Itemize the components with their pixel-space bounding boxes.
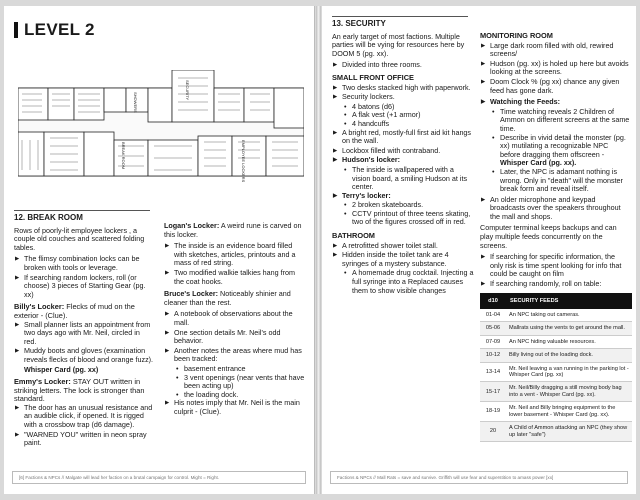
security-column [332,18,474,295]
logan-bullet: ▶ The inside is an evidence board filled with sketches, articles, printouts and a mass of red string. [164,242,306,268]
roll-range: 13-14 [480,362,506,382]
right-footer: Factions & NPCs // Mall Rats = save and survive. Griffith will use fear and superstition to amass power [xx] [330,471,628,484]
bathroom-bullet: ▶ Hidden inside the toilet tank are 4 syringes of a mystery substance. [332,251,474,268]
logan-bullet: ▶ Two modified walkie talkies hang from the coat hooks. [164,269,306,286]
lockers-column [164,222,306,417]
table-row [480,362,632,382]
bathroom-bullet: ▶ A retrofitted shower toilet stall. [332,242,474,251]
watching-item: • Describe in vivid detail the monster (pg. xx) mutilating a recognizable NPC before dragging them offscreen - [480,134,630,160]
section-rule [332,16,468,17]
break-room-bullet: ▶ If searching random lockers, roll (or choose) 3 pieces of Starting Gear (pg. xx) [14,274,154,300]
feed-result: An NPC hiding valuable resources. [506,335,632,348]
feed-result: Mr. Neil/Billy dragging a still moving body bag into a vent - Whisper Card (pg. xx). [506,382,632,402]
table-row [480,322,632,335]
locker-item: • 4 batons (d6) [332,103,474,112]
roll-range: 15-17 [480,382,506,402]
table-row [480,422,632,442]
level-header [14,20,95,40]
break-room-intro: Rows of poorly-lit employee lockers , a couple old couches and scattered folding tables. [14,225,145,252]
book-spine [316,6,321,494]
emmy-locker-head: Emmy's Locker: [14,377,71,387]
table-header-d10: d10 [480,293,506,309]
logan-locker-head: Logan's Locker: [164,221,220,230]
security-feeds-table [480,293,632,442]
feed-result: An NPC taking out cameras. [506,309,632,322]
map-label-security: SECURITY [185,80,190,101]
monitoring-bullet: ▶ Large dark room filled with old, rewired screens/ [480,42,630,59]
bruce-conclusion: ▶ His notes imply that Mr. Neil is the main culprit - (Clue). [164,399,306,416]
roll-range: 10-12 [480,349,506,362]
break-room-title: 12. BREAK ROOM [14,213,83,222]
logan-locker-entry [164,222,306,239]
mud-location: • the loading dock. [164,391,306,400]
billy-bullet: ▶ Small planner lists an appointment from two days ago with Mr. Neil, circled in red. [14,321,154,347]
map-label-showers: SHOWERS [133,92,138,113]
hudson-locker-item: • The inside is wallpapered with a vision board, a smiling Hudson at its center. [332,166,474,192]
feed-result: Mr. Neil leaving a van running in the parking lot - Whisper Card (pg. xx) [506,362,632,382]
computer-note: Computer terminal keeps backups and can play multiple feeds concurrently on the screens. [480,223,617,250]
map-label-break-room: BREAK ROOM [121,142,126,170]
bruce-bullet: ▶ A notebook of observations about the mall. [164,310,306,327]
section-rule [14,210,150,211]
search-random: ▶ If searching randomly, roll on table: [480,280,630,289]
watching-whisper-card: Whisper Card (pg. xx). [500,158,577,168]
office-bullet: ▶ Two desks stacked high with paperwork. [332,84,474,93]
watching-feeds-head: ▶ Watching the Feeds: [480,98,630,107]
monitoring-room-title: MONITORING ROOM [480,31,553,40]
small-front-office-title: SMALL FRONT OFFICE [332,72,414,82]
feed-result: Mr. Neil and Billy bringing equipment to the lower basement - Whisper Card (pg. xx). [506,402,632,422]
locker-item: • 4 handcuffs [332,120,474,129]
security-divided: ▶ Divided into three rooms. [332,61,474,70]
microphone-note: ▶ An older microphone and keypad broadcasts over the speakers throughout the mall and shops. [480,196,630,222]
security-title: 13. SECURITY [332,19,386,28]
search-specific: ▶ If searching for specific information, the only risk is time spent looking for info that could be caught on film [480,253,630,279]
break-room-bullet: ▶ The flimsy combination locks can be broken with tools or leverage. [14,255,154,272]
office-bullet: ▶ Lockbox filled with contraband. [332,147,474,156]
map-label-employee-lockers: EMPLOYEE LOCKERS [241,140,246,182]
monitoring-bullet: ▶ Hudson (pg. xx) is holed up here but avoids looking at the screens. [480,60,630,77]
billy-bullet: ▶ Muddy boots and gloves (examination reveals flecks of blood and orange fuzz). [14,347,154,364]
terry-locker-item: • 2 broken skateboards. [332,201,474,210]
emmy-bullet: ▶ "WARNED YOU" written in neon spray paint. [14,431,154,448]
feed-result: Billy living out of the loading dock. [506,349,632,362]
emmy-locker-text: STAY OUT written in striking letters. The lock is stronger than standard. [14,377,145,404]
left-page [4,6,315,494]
locker-item: • A flak vest (+1 armor) [332,111,474,120]
bathroom-sub: • A homemade drug cocktail. Injecting a full syringe into a Replaced causes them to show visible changes [332,269,474,295]
office-bullet: ▶ A bright red, mostly-full first aid kit hangs on the wall. [332,129,474,146]
emmy-locker-entry [14,378,154,404]
feed-result: A Child of Ammon attacking an NPC (they show up later "safe") [506,422,632,442]
table-header-row [480,293,632,309]
logan-locker-text: A weird rune is carved on this locker. [164,221,302,239]
level-header-bar [14,22,18,38]
roll-range: 20 [480,422,506,442]
floor-map [18,70,304,182]
left-footer: [6] Factions & NPCs // Malgate will lead her faction on a brutal campaign for control. Might = Right. [12,471,306,484]
table-header-feeds: SECURITY FEEDS [506,293,632,309]
mud-location: • basement entrance [164,365,306,374]
monitoring-column [480,32,630,442]
emmy-bullet: ▶ The door has an unusual resistance and an audible click, if opened. It is rigged with a crossbow trap (d6 damage). [14,404,154,430]
right-page [322,6,636,494]
watching-item: • Time watching reveals 2 Children of Ammon on different screens at the same time. [480,108,630,134]
roll-range: 07-09 [480,335,506,348]
bruce-bullet: ▶ Another notes the areas where mud has been tracked: [164,347,306,364]
billy-locker-entry [14,303,154,320]
monitoring-bullet: ▶ Doom Clock % (pg xx) chance any given feed has gone dark. [480,78,630,95]
terry-locker-item: • CCTV printout of three teens skating, two of the figures crossed off in red. [332,210,474,227]
bathroom-title: BATHROOM [332,231,375,241]
bruce-locker-head: Bruce's Locker: [164,289,219,299]
table-row [480,349,632,362]
bruce-locker-entry [164,290,306,307]
table-row [480,382,632,402]
billy-whisper-card: Whisper Card (pg. xx) [24,364,99,374]
watching-item: • Later, the NPC is adamant nothing is wrong. Only in "death" will the monster break form and reveal itself. [480,168,630,194]
roll-range: 01-04 [480,309,506,322]
table-row [480,402,632,422]
billy-locker-head: Billy's Locker: [14,302,65,312]
security-intro: An early target of most factions. Multiple parties will be vying for resources here by DOOM 5 (pg. xx). [332,31,465,58]
roll-range: 05-06 [480,322,506,335]
terry-locker-head: ▶ Terry's locker: [332,192,474,201]
table-row [480,309,632,322]
bruce-locker-text: Noticeably shinier and cleaner than the rest. [164,289,291,307]
billy-locker-text: Flecks of mud on the exterior - (Clue). [14,302,135,320]
break-room-column [14,214,154,449]
feed-result: Mallrats using the vents to get around the mall. [506,322,632,335]
hudson-locker-head: ▶ Hudson's locker: [332,156,474,165]
bruce-bullet: ▶ One section details Mr. Neil's odd behavior. [164,329,306,346]
roll-range: 18-19 [480,402,506,422]
mud-location: • 3 vent openings (near vents that have been acting up) [164,374,306,391]
table-row [480,335,632,348]
office-bullet: ▶ Security lockers. [332,93,474,102]
level-title: LEVEL 2 [24,20,95,39]
